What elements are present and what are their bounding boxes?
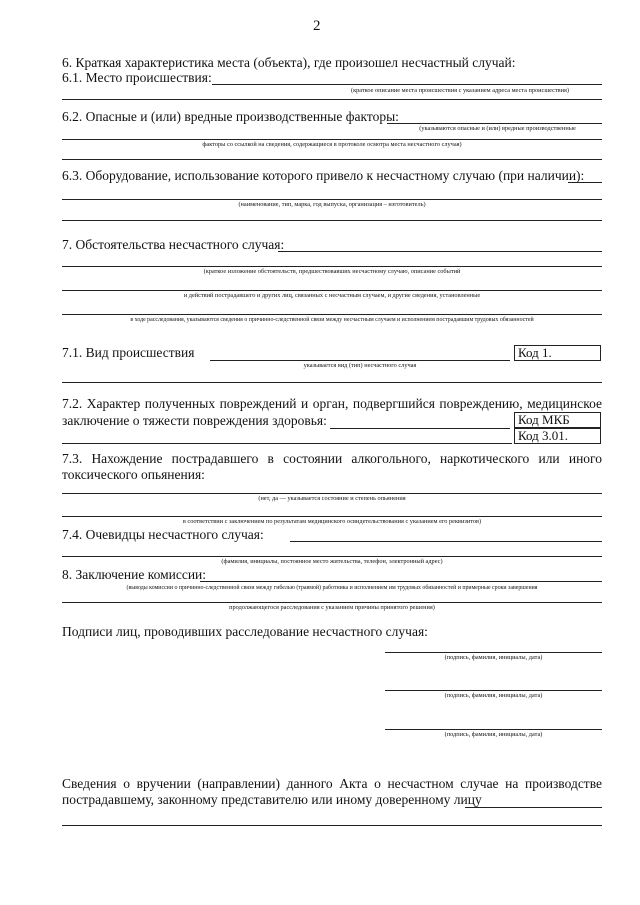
signature-hint-1: (подпись, фамилия, инициалы, дата): [444, 654, 543, 661]
section-8-label: 8. Заключение комиссии:: [62, 567, 207, 582]
section-7-2-line1: 7.2. Характер полученных повреждений и орган, подвергшийся повреждению, медицинское: [62, 396, 602, 411]
section-6-title: 6. Краткая характеристика места (объекта), где произошел несчастный случай:: [62, 55, 516, 70]
delivery-field-line-2[interactable]: [62, 825, 602, 826]
code-box-3-01: Код 3.01.: [514, 428, 601, 444]
section-6-3-label: 6.3. Оборудование, использование которого привело к несчастному случаю (при наличии):: [62, 168, 585, 183]
hint-8a: (выводы комиссии о причинно-следственной связи между гибелью (травмой) работника и исполнением им трудовых обязанностей и примерные сроки завершения: [126, 585, 538, 591]
delivery-field-line-1[interactable]: [465, 807, 602, 808]
hint-8b: продолжающегося расследования с указанием причины принятого решения): [229, 604, 435, 611]
field-line-7-4[interactable]: [290, 541, 602, 542]
hint-7a: (краткое изложение обстоятельств, предшествовавших несчастному случаю, описание событий: [203, 268, 461, 275]
page-number: 2: [313, 18, 321, 34]
signature-line-2[interactable]: [385, 690, 602, 691]
hint-7-3b: в соответствии с заключением по результатам медицинского освидетельствования с указанием его реквизитов): [182, 518, 482, 525]
field-line-7-3[interactable]: [62, 493, 602, 494]
hint-7c: в ходе расследования, указываются сведения о причинно-следственной связи между несчастным случаем и исполнением пострадавшим трудовых обязанностей: [130, 317, 534, 323]
delivery-line1: Сведения о вручении (направлении) данного Акта о несчастном случае на производстве: [62, 776, 602, 791]
field-line-7-1[interactable]: [210, 360, 510, 361]
delivery-line2: пострадавшему, законному представителю или иному доверенному лицу: [62, 792, 482, 807]
section-7-4-label: 7.4. Очевидцы несчастного случая:: [62, 527, 264, 542]
field-line-6-2b[interactable]: [62, 139, 602, 140]
field-line-7d[interactable]: [62, 314, 602, 315]
field-line-6-3[interactable]: [568, 182, 602, 183]
field-line-7-2[interactable]: [330, 428, 510, 429]
section-7-2-line2: заключение о тяжести повреждения здоровья:: [62, 413, 327, 428]
section-7-3-line2: токсического опьянения:: [62, 467, 205, 482]
field-line-6-1b[interactable]: [62, 99, 602, 100]
signature-line-1[interactable]: [385, 652, 602, 653]
section-6-1-label: 6.1. Место происшествия:: [62, 70, 212, 85]
field-line-7b[interactable]: [62, 266, 602, 267]
signature-line-3[interactable]: [385, 729, 602, 730]
section-6-2-label: 6.2. Опасные и (или) вредные производственные факторы:: [62, 109, 399, 124]
hint-7-3a: (нет, да — указывается состояние и степень опьянения: [258, 495, 406, 502]
hint-6-1: (краткое описание места происшествия с указанием адреса места происшествия): [350, 87, 570, 94]
field-line-6-1[interactable]: [212, 84, 602, 85]
field-line-6-3c[interactable]: [62, 220, 602, 221]
hint-6-3: (наименование, тип, марка, год выпуска, организация – изготовитель): [238, 201, 426, 208]
section-7-3-line1: 7.3. Нахождение пострадавшего в состоянии алкогольного, наркотического или иного: [62, 451, 602, 466]
field-line-8[interactable]: [200, 581, 602, 582]
hint-6-2a: (указываются опасные и (или) вредные производственные: [419, 125, 576, 132]
signature-hint-2: (подпись, фамилия, инициалы, дата): [444, 692, 543, 699]
field-line-7-3b[interactable]: [62, 516, 602, 517]
field-line-6-3b[interactable]: [62, 199, 602, 200]
code-box-mkb: Код МКБ: [514, 412, 601, 428]
hint-6-2b: факторы со ссылкой на сведения, содержащиеся в протоколе осмотра места несчастного случая): [202, 141, 462, 148]
section-7-label: 7. Обстоятельства несчастного случая:: [62, 237, 285, 252]
field-line-8b[interactable]: [62, 602, 602, 603]
hint-7-1: указывается вид (тип) несчастного случая: [303, 362, 417, 369]
hint-7b: и действий пострадавшего и других лиц, связанных с несчастным случаем, и другие сведения, установленные: [183, 292, 481, 299]
field-line-7c[interactable]: [62, 290, 602, 291]
field-line-7-4b[interactable]: [62, 556, 602, 557]
code-box-7-1: Код 1.: [514, 345, 601, 361]
field-line-6-2[interactable]: [387, 123, 602, 124]
field-line-6-2c[interactable]: [62, 159, 602, 160]
field-line-7-2b[interactable]: [62, 443, 512, 444]
field-line-7[interactable]: [278, 251, 602, 252]
field-line-7-1b[interactable]: [62, 382, 602, 383]
signatures-title: Подписи лиц, проводивших расследование несчастного случая:: [62, 624, 428, 639]
hint-7-4: (фамилия, инициалы, постоянное место жительства, телефон, электронный адрес): [221, 558, 443, 565]
section-7-1-label: 7.1. Вид происшествия: [62, 345, 195, 360]
signature-hint-3: (подпись, фамилия, инициалы, дата): [444, 731, 543, 738]
